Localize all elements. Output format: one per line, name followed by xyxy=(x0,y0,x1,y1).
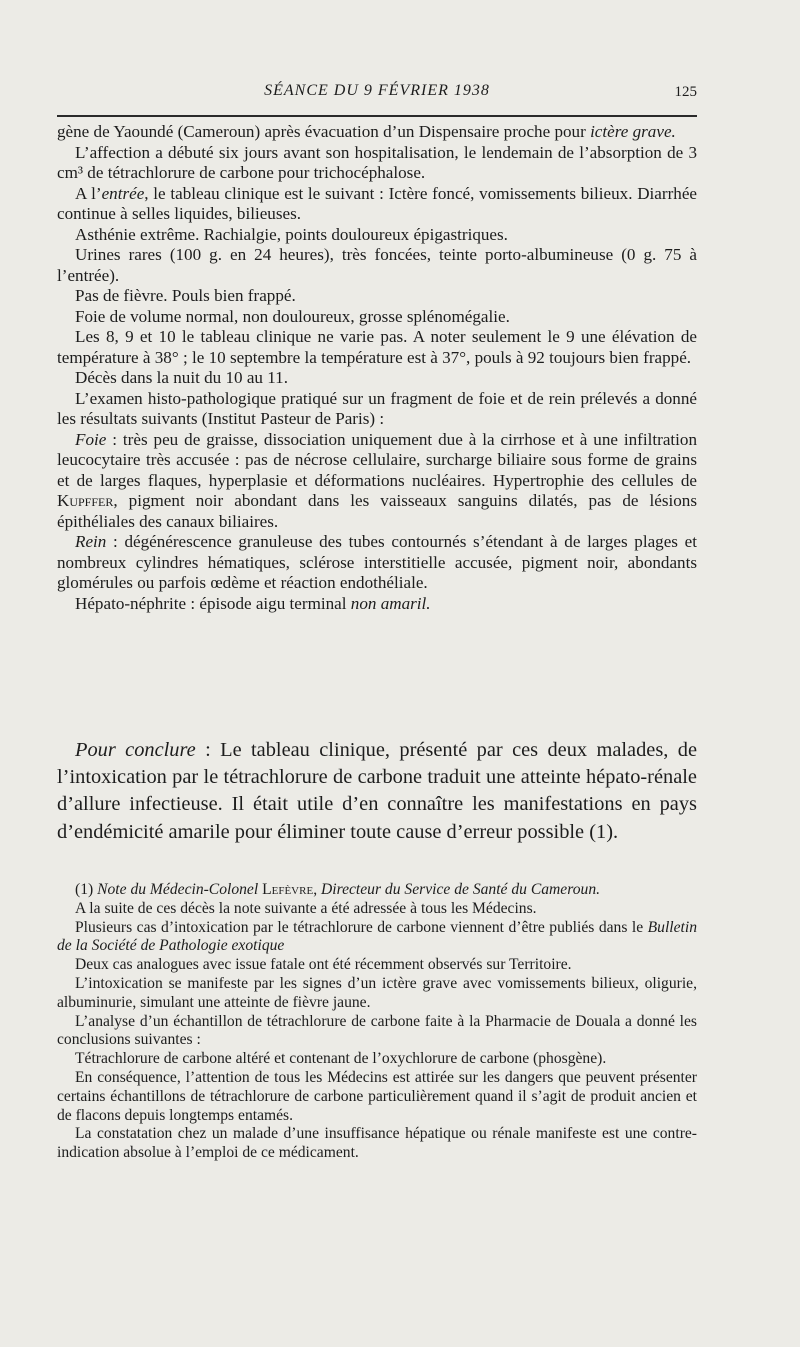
footnote-7: Tétrachlorure de carbone altéré et contenant de l’oxychlorure de carbone (phosgène). xyxy=(75,1050,607,1068)
page-header xyxy=(57,82,697,108)
footnote-1: (1) Note du Médecin-Colonel Lefèvre, Directeur du Service de Santé du Cameroun. xyxy=(75,881,601,898)
footnote-2: A la suite de ces décès la note suivante a été adressée à tous les Médecins. xyxy=(75,899,537,917)
footnote-9: La constatation chez un malade d’une insuffisance hépatique ou rénale manifeste est une contre-indication absolue à l’emploi de ce médicament. xyxy=(57,1125,697,1162)
footnote-6: L’analyse d’un échantillon de tétrachlorure de carbone faite à la Pharmacie de Douala a donné les conclusions suivantes : xyxy=(57,1012,697,1049)
paragraph-liver xyxy=(57,430,697,533)
paragraph-4: Asthénie extrême. Rachialgie, points douloureux épigastriques. xyxy=(75,224,508,244)
running-title: SÉANCE DU 9 FÉVRIER 1938 xyxy=(264,82,490,99)
paragraph-8: Les 8, 9 et 10 le tableau clinique ne varie pas. A noter seulement le 9 une élévation de température à 38° ; le 10 septembre la température est à 37°, pouls à 92 toujours bien frappé. xyxy=(57,327,697,367)
paragraph-3-text-b: , le tableau clinique est le suivant : Ictère foncé, vomissements bilieux. Diarrhée continue à selles liquides, bilieuses. xyxy=(57,183,697,223)
footnote-block xyxy=(57,881,697,1163)
diagnosis-emphasis: non amaril. xyxy=(350,593,431,613)
conclusion-block xyxy=(57,737,697,846)
paragraph-10: L’examen histo-pathologique pratiqué sur un fragment de foie et de rein prélevés a donné les résultats suivants (Institut Pasteur de Paris) : xyxy=(57,388,697,428)
paragraph-1-emphasis: ictère grave. xyxy=(590,122,676,141)
liver-text-b: , pigment noir abondant dans les vaisseaux sanguins dilatés, pas de lésions épithéliales des canaux biliaires. xyxy=(57,491,697,531)
paragraph-3-emphasis: entrée xyxy=(101,183,145,203)
footnote-3-text: Plusieurs cas d’intoxication par le tétrachlorure de carbone viennent d’être publiés dans le xyxy=(75,918,644,936)
paragraph-kidney xyxy=(57,532,697,594)
liver-heading: Foie xyxy=(75,429,107,449)
paragraph-1-text: gène de Yaoundé (Cameroun) après évacuation d’un Dispensaire proche pour xyxy=(57,122,586,141)
footnote-marker: (1) xyxy=(75,881,98,898)
conclusion-paragraph xyxy=(57,737,697,846)
paragraph-1 xyxy=(57,122,697,143)
kidney-heading: Rein xyxy=(75,532,107,551)
paragraph-9: Décès dans la nuit du 10 au 11. xyxy=(75,368,288,387)
footnote-affiliation: Directeur du Service de Santé du Cameroun. xyxy=(320,881,601,898)
footnote-author: Lefèvre xyxy=(262,881,314,898)
header-rule xyxy=(57,115,697,117)
footnote-title: Note du Médecin-Colonel xyxy=(97,881,259,898)
footnote-3-journal: Bulletin de la Société de Pathologie exotique xyxy=(57,918,697,955)
case-report-body xyxy=(57,122,697,614)
paragraph-2: L’affection a débuté six jours avant son hospitalisation, le lendemain de l’absorption de 3 cm³ de tétrachlorure de carbone pour trichocéphalose. xyxy=(57,142,697,182)
paragraph-7: Foie de volume normal, non douloureux, grosse splénomégalie. xyxy=(75,306,510,326)
footnote-8: En conséquence, l’attention de tous les Médecins est attirée sur les dangers que peuvent présenter certains échantillons de tétrachlorure de carbone particulièrement quand il s’agit de produit ancien et de flacons depuis longtemps entamés. xyxy=(57,1068,697,1124)
footnote-4: Deux cas analogues avec issue fatale ont été récemment observés sur Territoire. xyxy=(75,956,572,974)
paragraph-5: Urines rares (100 g. en 24 heures), très foncées, teinte porto-albumineuse (0 g. 75 à l’entrée). xyxy=(57,245,697,285)
footnote-5: L’intoxication se manifeste par les signes d’un ictère grave avec vomissements bilieux, oligurie, albuminurie, simulant une atteinte de fièvre jaune. xyxy=(57,974,697,1011)
paragraph-3-text-a: A l’ xyxy=(75,183,102,203)
paragraph-3 xyxy=(57,184,697,225)
diagnosis-text: Hépato-néphrite : épisode aigu terminal xyxy=(75,593,347,613)
page-number: 125 xyxy=(674,84,697,100)
kupffer-name: Kupffer xyxy=(57,491,114,510)
kidney-text: : dégénérescence granuleuse des tubes contournés s’étendant à de larges plages et nombreux cylindres hématiques, sclérose interstitielle accusée, pigment noir, abondants glomérules ou parfois œdème et réaction endothéliale. xyxy=(57,532,697,592)
conclusion-text: : Le tableau clinique, présenté par ces deux malades, de l’intoxication par le tétrachlorure de carbone traduit une atteinte hépato-rénale d’allure infectieuse. Il était utile d’en connaître les manifestations en pays d’endémicité amarile pour éliminer toute cause d’erreur possible (1). xyxy=(57,739,697,843)
liver-text-a: : très peu de graisse, dissociation uniquement due à la cirrhose et à une infiltration leucocytaire très accusée : pas de nécrose cellulaire, surcharge biliaire sous forme de grains et de larges flaques, hyperplasie et déformations nucléaires. Hypertrophie des cellules de xyxy=(57,429,697,490)
paragraph-diagnosis xyxy=(57,594,697,615)
paragraph-6: Pas de fièvre. Pouls bien frappé. xyxy=(75,286,296,305)
conclusion-heading: Pour conclure xyxy=(75,739,196,761)
footnote-3 xyxy=(57,919,697,957)
